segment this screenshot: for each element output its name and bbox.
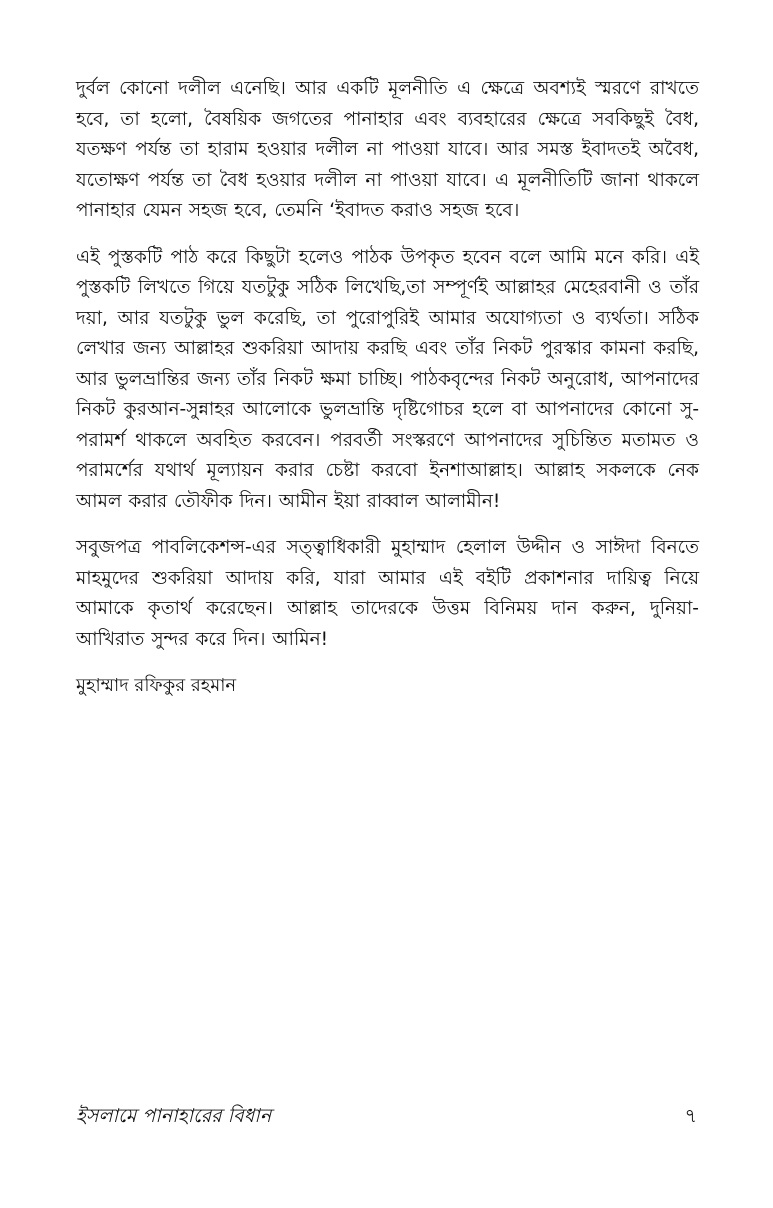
footer-book-title: ইসলামে পানাহারের বিধান [76, 1105, 272, 1127]
page-number: ৭ [684, 1105, 697, 1127]
page-footer [76, 1102, 697, 1134]
paragraph-3: সবুজপত্র পাবলিকেশন্স-এর সত্ত্বাধিকারী মুহাম্মাদ হেলাল উদ্দীন ও সাঈদা বিনতে মাহমুদের শুকরিয়া আদায় করি, যারা আমার এই বইটি প্রকাশনার দায়িত্ব নিয়ে আমাকে কৃতার্থ করেছেন। আল্লাহ তাদেরকে উত্তম বিনিময় দান করুন, দুনিয়া-আখিরাত সুন্দর করে দিন। আমিন! [76, 537, 699, 650]
page-body [76, 74, 699, 701]
paragraph-1: দুর্বল কোনো দলীল এনেছি। আর একটি মূলনীতি এ ক্ষেত্রে অবশ্যই স্মরণে রাখতে হবে, তা হলো, বৈষয়িক জগতের পানাহার এবং ব্যবহারের ক্ষেত্রে সবকিছুই বৈধ, যতক্ষণ পর্যন্ত তা হারাম হওয়ার দলীল না পাওয়া যাবে। আর সমস্ত ইবাদতই অবৈধ, যতোক্ষণ পর্যন্ত তা বৈধ হওয়ার দলীল না পাওয়া যাবে। এ মূলনীতিটি জানা থাকলে পানাহার যেমন সহজ হবে, তেমনি ‘ইবাদত করাও সহজ হবে। [76, 78, 699, 221]
paragraph-2: এই পুস্তকটি পাঠ করে কিছুটা হলেও পাঠক উপকৃত হবেন বলে আমি মনে করি। এই পুস্তকটি লিখতে গিয়ে যতটুকু সঠিক লিখেছি,তা সম্পূর্ণই আল্লাহর মেহেরবানী ও তাঁর দয়া, আর যতটুকু ভুল করেছি, তা পুরোপুরিই আমার অযোগ্যতা ও ব্যর্থতা। সঠিক লেখার জন্য আল্লাহর শুকরিয়া আদায় করছি এবং তাঁর নিকট পুরস্কার কামনা করছি, আর ভুলভ্রান্তির জন্য তাঁর নিকট ক্ষমা চাচ্ছি। পাঠকবৃন্দের নিকট অনুরোধ, আপনাদের নিকট কুরআন-সুন্নাহর আলোকে ভুলভ্রান্তি দৃষ্টিগোচর হলে বা আপনাদের কোনো সু-পরামর্শ থাকলে অবহিত করবেন। পরবর্তী সংস্করণে আপনাদের সুচিন্তিত মতামত ও পরামর্শের যথার্থ মূল্যায়ন করার চেষ্টা করবো ইনশাআল্লাহ। আল্লাহ সকলকে নেক আমল করার তৌফীক দিন। আমীন ইয়া রাব্বাল আলামীন! [76, 246, 699, 512]
author-signature: মুহাম্মাদ রফিকুর রহমান [76, 675, 237, 696]
